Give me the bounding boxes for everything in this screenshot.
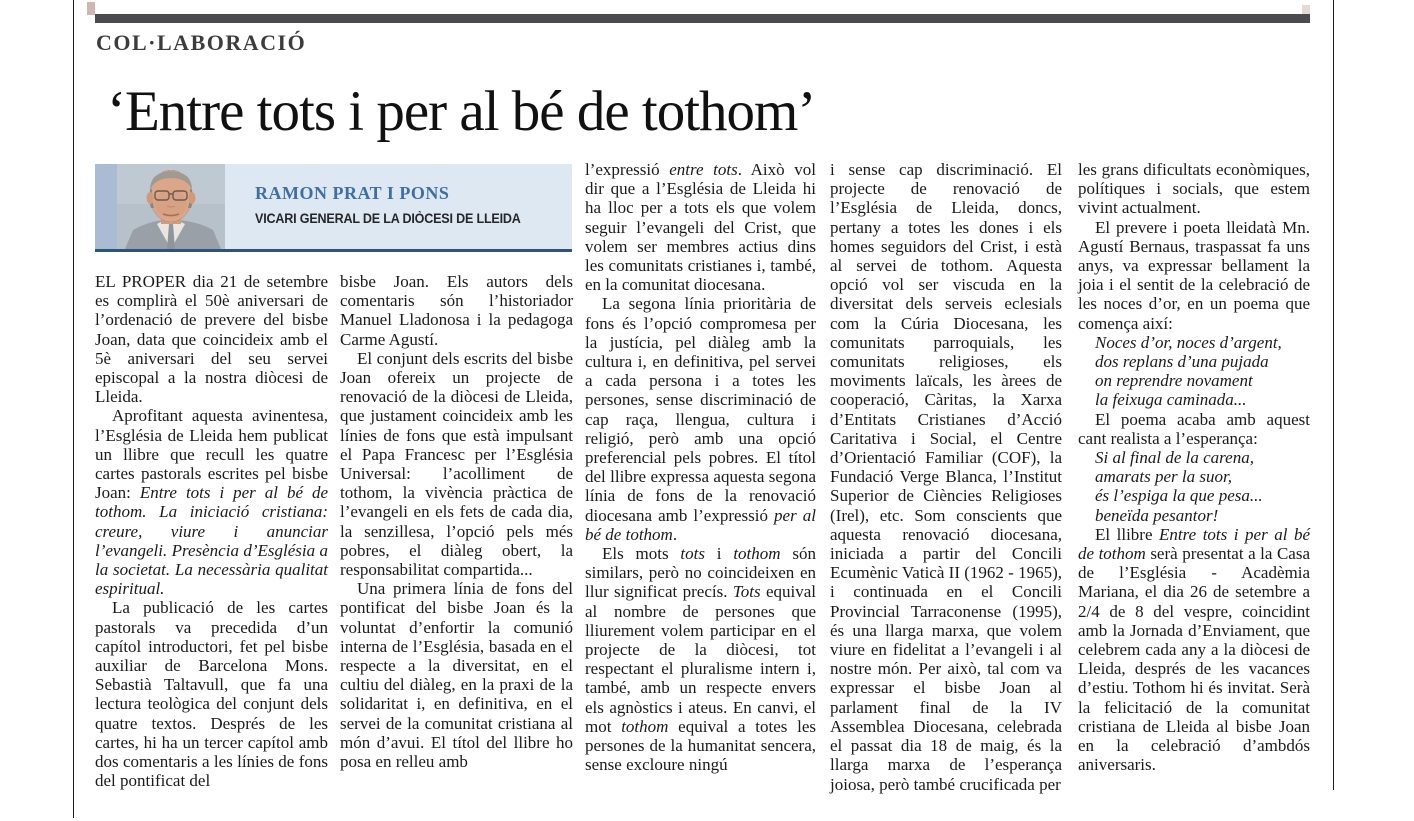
- poem-verse-line: dos replans d’una pujada: [1095, 352, 1269, 372]
- article-paragraph: El conjunt dels escrits del bisbe Joan ofereix un projecte de renovació de la diòcesi de Lleida, que justament coincideix amb les línies de fons que està impulsant el Papa Francesc per l’Església Universal: l’acolliment de tothom, la vivència pràctica de l’evangeli en els fets de cada dia, la senzillesa, l’opció pels més pobres, el diàleg obert, la responsabilitat compartida...: [340, 348, 573, 580]
- article-column-2: [340, 272, 573, 771]
- author-portrait-illustration: [117, 164, 225, 249]
- poem-verse-line: Noces d’or, noces d’argent,: [1095, 332, 1282, 352]
- article-paragraph: Els mots tots i tothom són similars, però no coincideixen en llur significat precís. Tots equival al nombre de persones que lliurement volem participar en el projecte de la diòcesi, tot respectant el pluralisme intern i, també, amb un respecte envers els agnòstics i ateus. En canvi, el mot tothom equival a totes les persones de la humanitat sencera, sense excloure ningú: [585, 544, 816, 775]
- poem-verse-line: on reprendre novament: [1095, 371, 1253, 391]
- article-column-4: [830, 160, 1062, 794]
- poem-verse-line: la feixuga caminada...: [1095, 390, 1247, 410]
- byline-card: [95, 164, 572, 252]
- article-paragraph: bisbe Joan. Els autors dels comentaris són l’historiador Manuel Lladonosa i la pedagoga Carme Agustí.: [340, 272, 573, 349]
- article-paragraph: Una primera línia de fons del pontificat del bisbe Joan és la voluntat d’enfortir la comunió interna de l’Església, basada en el respecte a la diversitat, en el cultiu del diàleg, en la praxi de la solidaritat i, en definitiva, en el servei de la comunitat cristiana al món d’avui. El títol del llibre ho posa en relleu amb: [340, 579, 573, 772]
- article-paragraph: Aprofitant aquesta avinentesa, l’Església de Lleida hem publicat un llibre que recull les quatre cartes pastorals escrites pel bisbe Joan: Entre tots i per al bé de tothom. La iniciació cristiana: creure, viure i anunciar l’evangeli. Presència d’Església a la societat. La necessària qualitat espiritual.: [95, 406, 328, 599]
- article-paragraph: l’expressió entre tots. Això vol dir que a l’Església de Lleida hi ha lloc per a tots els que volem seguir l’evangeli del Crist, que volem ser membres actius dins les comunitats cristianes i, també, en la comunitat diocesana.: [585, 160, 816, 295]
- page-edge-rule-right: [1333, 0, 1334, 790]
- byline-text-block: [225, 164, 541, 249]
- article-paragraph: La publicació de les cartes pastorals va precedida d’un capítol introductori, fet pel bisbe auxiliar de Barcelona Mons. Sebastià Taltavull, que fa una lectura teològica del conjunt dels quatre textos. Després de les cartes, hi ha un tercer capítol amb dos comentaris a les línies de fons del pontificat del: [95, 598, 328, 791]
- article-paragraph: La segona línia prioritària de fons és l’opció compromesa per la justícia, pel diàleg amb la cultura i, en definitiva, pel servei a cada persona i a totes les persones, sense discriminació de cap raça, llengua, cultura i religió, però amb una opció preferencial pels pobres. El títol del llibre expressa aquesta segona línia de fons de la renovació diocesana amb l’expressió per al bé de tothom.: [585, 294, 816, 544]
- article-column-3: [585, 160, 816, 775]
- article-column-5: [1078, 160, 1310, 775]
- article-title: ‘Entre tots i per al bé de tothom’: [107, 80, 816, 143]
- poem-verse-line: amarats per la suor,: [1095, 467, 1232, 487]
- poem-verse-line: Si al final de la carena,: [1095, 448, 1254, 468]
- poem-verse-line: és l’espiga la que pesa...: [1095, 486, 1263, 506]
- poem-verse-line: beneïda pesantor!: [1095, 505, 1219, 525]
- article-paragraph: El prevere i poeta lleidatà Mn. Agustí Bernaus, traspassat fa uns anys, va expressar bellament la joia i el sentit de la celebració de les noces d’or, en un poema que comença així:: [1078, 217, 1310, 333]
- author-photo: [117, 164, 225, 249]
- article-column-1: [95, 272, 328, 790]
- section-divider-bar: [95, 14, 1310, 23]
- byline-author-name: RAMON PRAT I PONS: [255, 183, 450, 203]
- section-kicker: COL·LABORACIÓ: [96, 30, 307, 55]
- byline-author-role: VICARI GENERAL DE LA DIÒCESI DE LLEIDA: [255, 211, 521, 226]
- registration-mark-left: [87, 2, 95, 15]
- page-edge-rule-left: [73, 0, 74, 818]
- article-paragraph: El poema acaba amb aquest cant realista a l’esperança:: [1078, 409, 1310, 448]
- article-paragraph: EL PROPER dia 21 de setembre es complirà el 50è aniversari de l’ordenació de prevere del bisbe Joan, data que coincideix amb el 5è aniversari del seu servei episcopal a la nostra diòcesi de Lleida.: [95, 272, 328, 407]
- article-paragraph: El llibre Entre tots i per al bé de tothom serà presentat a la Casa de l’Església - Acadèmia Mariana, el dia 26 de setembre a 2/4 de 8 del vespre, coincidint amb la Jornada d’Enviament, que celebrem cada any a la diòcesi de Lleida, després de les vacances d’estiu. Tothom hi és invitat. Serà la felicitació de la comunitat cristiana de Lleida al bisbe Joan en la celebració d’ambdós aniversaris.: [1078, 524, 1310, 775]
- article-paragraph: i sense cap discriminació. El projecte de renovació de l’Església de Lleida, doncs, pertany a totes les dones i els homes seguidors del Crist, i està al servei de tothom. Aquesta opció vol ser viscuda en la diversitat dels serveis eclesials com la Cúria Diocesana, les comunitats parroquials, les comunitats religioses, els moviments laïcals, les àrees de cooperació, Càritas, la Xarxa d’Entitats Cristianes d’Acció Caritativa i Social, el Centre d’Orientació Familiar (COF), la Fundació Verge Blanca, l’Institut Superior de Ciències Religioses (Irel), etc. Som conscients que aquesta renovació diocesana, iniciada a partir del Concili Ecumènic Vaticà II (1962 - 1965), i continuada en el Concili Provincial Tarraconense (1995), és una llarga marxa, que volem viure en fidelitat a l’evangeli i al nostre món. Per això, tal com va expressar el bisbe Joan al parlament final de la IV Assemblea Diocesana, celebrada el passat dia 18 de maig, és la llarga marxa de l’esperança joiosa, però també crucificada per: [830, 160, 1062, 794]
- byline-accent-strip: [95, 164, 117, 249]
- newspaper-page: [95, 0, 1310, 821]
- article-paragraph: les grans dificultats econòmiques, polítiques i socials, que estem vivint actualment.: [1078, 160, 1310, 218]
